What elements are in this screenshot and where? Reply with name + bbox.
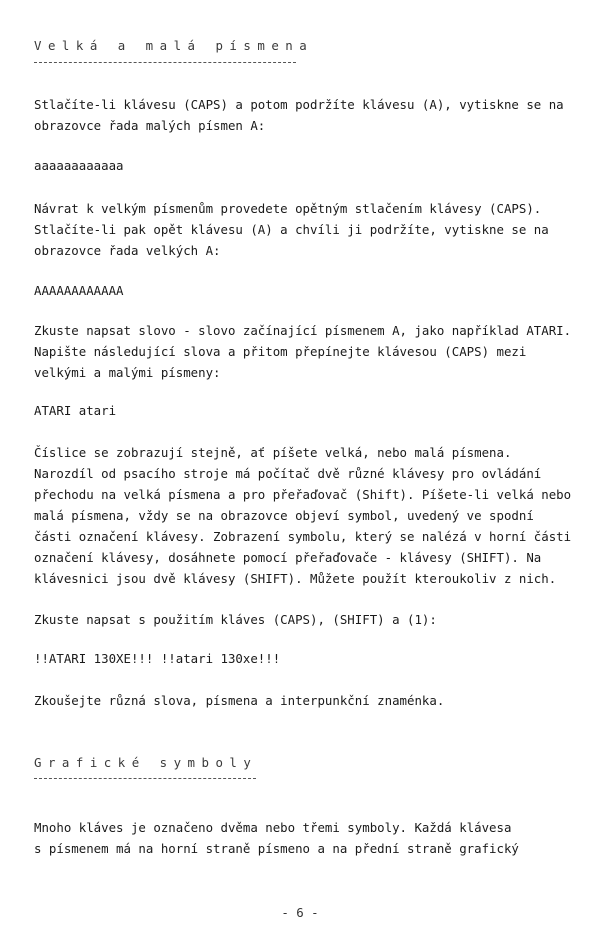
para2-line-2: Stlačíte-li pak opět klávesu (A) a chvíli ji podržíte, vytiskne se na [34,222,549,237]
para1-line-2: obrazovce řada malých písmen A: [34,118,266,133]
sample-uppercase: AAAAAAAAAAAA [34,283,124,298]
page-number: - 6 - [281,905,319,920]
heading-velka-mala-pismena: Velká a malá písmena [34,38,314,53]
para1-line-1: Stlačíte-li klávesu (CAPS) a potom podržíte klávesu (A), vytiskne se na [34,97,564,112]
para5: Zkuste napsat s použitím kláves (CAPS), (SHIFT) a (1): [34,612,437,627]
para4-line-6: označení klávesy, dosáhnete pomocí přeřaďovače - klávesy (SHIFT). Na [34,550,542,565]
para4-line-2: Narozdíl od psacího stroje má počítač dvě různé klávesy pro ovládání [34,466,542,481]
para4-line-7: klávesnici jsou dvě klávesy (SHIFT). Můžete použít kteroukoliv z nich. [34,571,557,586]
para2-line-3: obrazovce řada velkých A: [34,243,221,258]
para4-line-3: přechodu na velká písmena a pro přeřaďovač (Shift). Píšete-li velká nebo [34,487,572,502]
sample-exclamations: !!ATARI 130XE!!! !!atari 130xe!!! [34,651,281,666]
para3-line-3: velkými a malými písmeny: [34,365,221,380]
heading-graficke-symboly: Grafické symboly [34,755,258,770]
sample-lowercase: aaaaaaaaaaaa [34,158,124,173]
para7-line-2: s písmenem má na horní straně písmeno a na přední straně grafický [34,841,519,856]
heading-underline [34,62,296,63]
para7-line-1: Mnoho kláves je označeno dvěma nebo třemi symboly. Každá klávesa [34,820,512,835]
para4-line-4: malá písmena, vždy se na obrazovce objeví symbol, uvedený ve spodní [34,508,534,523]
para6: Zkoušejte různá slova, písmena a interpunkční znaménka. [34,693,445,708]
para4-line-5: části označení klávesy. Zobrazení symbolu, který se nalézá v horní části [34,529,572,544]
para3-line-2: Napište následující slova a přitom přepínejte klávesou (CAPS) mezi [34,344,527,359]
heading2-underline [34,778,256,779]
para2-line-1: Návrat k velkým písmenům provedete opětným stlačením klávesy (CAPS). [34,201,542,216]
para4-line-1: Číslice se zobrazují stejně, ať píšete velká, nebo malá písmena. [34,445,512,460]
sample-words: ATARI atari [34,403,117,418]
para3-line-1: Zkuste napsat slovo - slovo začínající písmenem A, jako například ATARI. [34,323,572,338]
